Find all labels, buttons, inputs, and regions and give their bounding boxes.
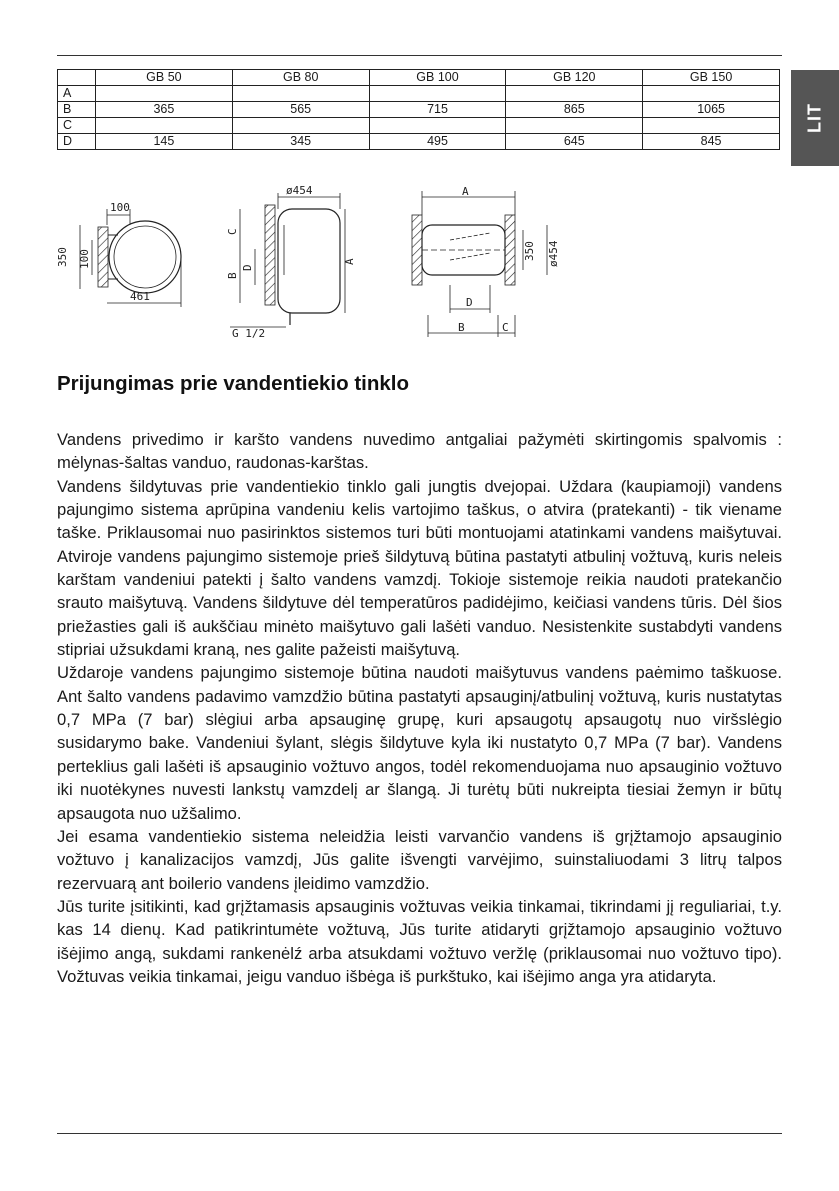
row-label: A: [58, 86, 96, 102]
table-row: [58, 134, 780, 150]
installation-diagram: [50, 185, 590, 345]
language-tab-label: LIT: [804, 103, 825, 133]
dim-d2-label: D: [466, 296, 473, 309]
dim-b2-label: B: [458, 321, 465, 334]
table-cell: 345: [232, 134, 369, 150]
table-header-cell: [58, 70, 96, 86]
dim-350b-label: 350: [523, 241, 536, 261]
table-cell: 1065: [643, 102, 780, 118]
bottom-rule: [57, 1133, 782, 1134]
dim-b-label: B: [226, 272, 239, 279]
dim-454-label: ø454: [286, 185, 313, 197]
table-header-cell: GB 80: [232, 70, 369, 86]
row-label: C: [58, 118, 96, 134]
dim-100v-label: 100: [78, 249, 91, 269]
table-row: [58, 86, 780, 102]
dimensions-table: [57, 69, 780, 150]
dim-a-label: A: [343, 258, 356, 265]
dim-454b-label: ø454: [547, 240, 560, 267]
paragraph: Vandens šildytuvas prie vandentiekio tinklo gali jungtis dvejopai. Uždara (kaupiamoji) vandens pajungimo sistema aprūpina vandeniu kelis vartojimo taškus, o atvira (pratekanti) - tik viename taške. Priklausomai nuo pasirinktos sistemos turi būti montuojami atatinkami vandens maišytuvai. Atviroje vandens pajungimo sistemoje prieš šildytuvą būtina pastatyti atbulinį vožtuvą, kuris neleis karštam vandeniui patekti į šalto vandens vamzdį. Tokioje sistemoje reikia naudoti pratekančio srauto maišytuvą. Vandens šildytuve dėl temperatūros padidėjimo, keičiasi vandens tūris. Dėl šios priežasties gali iš aukščiau minėto maišytuvo gali lašėti vanduo. Nesistenkite sustabdyti vandens stipriai užsukdami kraną, nes galite pažeisti maišytuvą.: [57, 476, 782, 660]
table-cell: 565: [232, 102, 369, 118]
front-view-drawing: [412, 185, 560, 337]
row-label: D: [58, 134, 96, 150]
table-header-cell: GB 100: [369, 70, 506, 86]
table-cell: [232, 118, 369, 134]
table-row: [58, 102, 780, 118]
table-cell: 845: [643, 134, 780, 150]
table-row: [58, 118, 780, 134]
language-tab: [791, 70, 839, 166]
table-cell: 865: [506, 102, 643, 118]
table-cell: 495: [369, 134, 506, 150]
table-cell: 365: [96, 102, 233, 118]
dim-100-label: 100: [110, 201, 130, 214]
section-title: Prijungimas prie vandentiekio tinklo: [57, 372, 409, 395]
table-cell: [369, 86, 506, 102]
section-body: [57, 428, 782, 988]
table-cell: [643, 118, 780, 134]
top-rule: [57, 55, 782, 56]
table-cell: [369, 118, 506, 134]
paragraph: Vandens privedimo ir karšto vandens nuvedimo antgaliai pažymėti skirtingomis spalvomis : mėlynas-šaltas vanduo, raudonas-karštas.: [57, 430, 782, 473]
table-cell: [232, 86, 369, 102]
dim-350-label: 350: [56, 247, 69, 267]
dim-c2-label: C: [502, 321, 509, 334]
row-label: B: [58, 102, 96, 118]
table-cell: [506, 86, 643, 102]
dim-461-label: 461: [130, 290, 150, 303]
table-cell: [643, 86, 780, 102]
table-cell: [96, 118, 233, 134]
table-header-cell: GB 50: [96, 70, 233, 86]
table-header-cell: GB 150: [643, 70, 780, 86]
dim-d-label: D: [241, 264, 254, 271]
table-header-row: [58, 70, 780, 86]
table-cell: 145: [96, 134, 233, 150]
top-view-drawing: [56, 201, 181, 307]
paragraph: Uždaroje vandens pajungimo sistemoje būtina naudoti maišytuvus vandens paėmimo taškuose. Ant šalto vandens padavimo vamzdžio būtina pastatyti apsauginį/atbulinį vožtuvą, kuris nustatytas 0,7 MPa (7 bar) slėgiui arba apsauginę grupę, kuri apsaugotų apsaugotų nuo viršslėgio susidarymo bake. Vandeniui šylant, slėgis šildytuve kyla iki nustatyto 0,7 MPa (7 bar). Vandens perteklius gali lašėti iš apsauginio vožtuvo angos, todėl rekomenduojama nuo apsauginio vožtuvo iki nuotėkynes nuvesti lankstų vamzdelį ar šlangą. Ji turėtų būti nukreipta tiesiai žemyn ir būtų apsaugota nuo užšalimo.: [57, 663, 782, 823]
table-cell: 645: [506, 134, 643, 150]
paragraph: Jūs turite įsitikinti, kad grįžtamasis apsauginis vožtuvas veikia tinkamai, tikrindami jį reguliariai, t.y. kas 14 dienų. Kad patikrintumėte vožtuvą, Jūs turite atidaryti grįžtamojo apsauginio vožtuvo išėjimo angą, sukdami rankenėlź arba atsukdami vožtuvo veržlę (priklausomai nuo vožtuvo tipo). Vožtuvas veikia tinkamai, jeigu vanduo išbėga iš purkštuko, kai išėjimo anga yra atidaryta.: [57, 896, 782, 986]
paragraph: Jei esama vandentiekio sistema neleidžia leisti varvančio vandens iš grįžtamojo apsauginio vožtuvo į kanalizacijos vamzdį, Jūs galite išvengti varvėjimo, suinstaliuodami 3 litrų talpos rezervuarą ant boilerio vandens įleidimo vamzdžio.: [57, 826, 782, 893]
table-cell: [96, 86, 233, 102]
dim-g12-label: G 1/2: [232, 327, 266, 340]
dim-c-label: C: [226, 228, 239, 235]
side-view-drawing: [226, 185, 356, 340]
table-cell: [506, 118, 643, 134]
table-cell: 715: [369, 102, 506, 118]
table-header-cell: GB 120: [506, 70, 643, 86]
dim-a2-label: A: [462, 185, 469, 198]
